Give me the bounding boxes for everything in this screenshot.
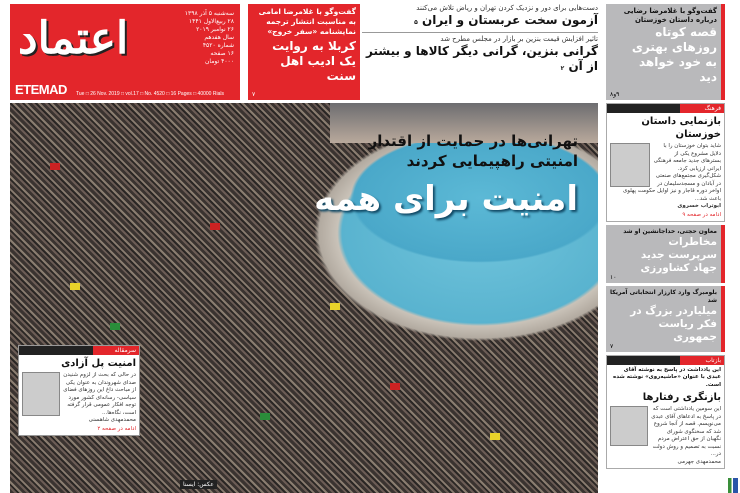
headline-kicker: دست‌هایی برای دور و نزدیک کردن تهران و ریاض تلاش می‌کنند bbox=[416, 4, 598, 12]
main-overline: تهرانی‌ها در حمایت از اقتدار امنیتی راهپیمایی کردند bbox=[368, 132, 578, 170]
flag bbox=[390, 383, 400, 390]
divider bbox=[362, 32, 598, 33]
teaser-headline: میلیاردر بزرگ در فکر ریاست جمهوری bbox=[630, 304, 717, 343]
section-bar bbox=[607, 356, 680, 365]
teaser-headline: مخاطرات سرپرست جدید جهاد کشاورزی bbox=[640, 235, 717, 274]
gray-teaser[interactable] bbox=[606, 4, 725, 100]
author-photo bbox=[610, 143, 650, 187]
flag bbox=[260, 413, 270, 420]
author-name: محمدمهدی شاهسنی bbox=[88, 417, 136, 423]
section-label: فرهنگ bbox=[680, 104, 724, 113]
top-headlines bbox=[362, 4, 598, 76]
continue-link[interactable]: ادامه در صفحه ۲ bbox=[97, 425, 136, 432]
page-ref: ۷ bbox=[610, 342, 614, 350]
teaser-kicker: گفت‌وگو با غلامرضا امامی به مناسبت انتشار ترجمه نمایشنامه «سفر خروج» bbox=[258, 7, 356, 36]
latin-name: ETEMAD bbox=[15, 82, 67, 97]
section-bar bbox=[607, 104, 680, 113]
page-ref: ۲ bbox=[560, 65, 565, 72]
date-line: ۴۰۰۰ تومان bbox=[204, 58, 234, 65]
baztab-body: این سومین یادداشتی است که در پاسخ به ادعاهای آقای عبدی می‌نویسم. قصه از آنجا شروع شد که سخنگوی شورای نگهبان از حق اعتراض مردم نسبت به تصمیم و روش دولت در... bbox=[651, 406, 721, 457]
culture-title: بازنمایی داستان خوزستان bbox=[641, 116, 721, 140]
flag bbox=[210, 223, 220, 230]
flag bbox=[110, 323, 120, 330]
editorial-body: در حالی که بحث از لزوم شنیدن صدای شهروندان به عنوان یکی از مباحث داغ این روزهای فضای سیاسی- رسانه‌ای کشور مورد توجه افکار عمومی قرار گرفته است، نگاه‌ها... bbox=[63, 372, 136, 416]
issue-line: Tue □ 26 Nov. 2019 □ vol.17 □ No. 4520 □ 16 Pages □ 40000 Rials bbox=[76, 91, 224, 97]
flag bbox=[50, 163, 60, 170]
editorial-title: امنیت پل آزادی bbox=[61, 358, 136, 369]
baztab-box[interactable] bbox=[606, 355, 725, 470]
continue-link[interactable]: ادامه در صفحه ۹ bbox=[682, 211, 721, 218]
teaser-kicker: گفت‌وگو با غلامرضا رضایی درباره داستان خوزستان bbox=[623, 7, 717, 24]
gray-teaser[interactable] bbox=[606, 225, 725, 283]
gray-teaser[interactable] bbox=[606, 286, 725, 352]
headline-kicker: تاثیر افزایش قیمت بنزین بر بازار در مجلس مطرح شد bbox=[440, 35, 598, 43]
ad-strip bbox=[728, 478, 738, 493]
author-name: محمدمهدی جهرمی bbox=[677, 458, 721, 465]
date-line: سه‌شنبه ۵ آذر ۱۳۹۸ bbox=[184, 10, 234, 17]
baztab-title: بازنگری رفتارها bbox=[642, 392, 721, 403]
date-block bbox=[172, 10, 234, 66]
section-bar bbox=[19, 346, 93, 355]
teaser-kicker: معاون حجتی، خداجانشین او شد bbox=[623, 227, 717, 235]
red-teaser[interactable] bbox=[248, 4, 360, 100]
date-line: ۲۶ نوامبر ۲۰۱۹ bbox=[196, 26, 234, 33]
teaser-headline: کربلا به روایت یک ادیب اهل سنت bbox=[272, 39, 356, 83]
main-headline[interactable]: امنیت برای همه bbox=[314, 179, 578, 219]
page-ref: ۵ bbox=[414, 19, 418, 26]
flag bbox=[490, 433, 500, 440]
page-ref: ۹و۸ bbox=[610, 91, 620, 98]
culture-body: شاید بتوان خوزستان را با دلایل مشروع یکی از بسترهای جدید جامعه فرهنگی ایرانی ارزیابی کرد. شکل‌گیری مجتمع‌های صنعتی در آبادان و مسجدسلیمان در اواخر دوره قاجار و نیز اوایل حکومت پهلوی باعث شد... bbox=[622, 143, 721, 202]
masthead bbox=[10, 4, 240, 100]
date-line: شماره ۴۵۲۰ bbox=[202, 42, 234, 49]
culture-box[interactable] bbox=[606, 103, 725, 222]
date-line: سال هفدهم bbox=[204, 34, 234, 41]
author-photo bbox=[22, 372, 60, 416]
date-line: ۱۶ صفحه bbox=[210, 50, 234, 57]
author-photo bbox=[610, 406, 648, 446]
baztab-kicker: این یادداشت در پاسخ به نوشته آقای عبدی با عنوان «حاشیه‌روی» نوشته شده است. bbox=[612, 366, 721, 388]
right-column bbox=[606, 103, 725, 493]
author-name: ابوتراب خسروی bbox=[677, 203, 721, 209]
teaser-headline: قصه کوتاه روزهای بهتری به خود خواهد دید bbox=[631, 25, 717, 84]
teaser-kicker: بلومبرگ وارد کارزار انتخاباتی آمریکا شد bbox=[609, 288, 717, 304]
section-label: سرمقاله bbox=[93, 346, 139, 355]
section-label: بازتاب bbox=[680, 356, 724, 365]
photo-caption: عکس: ایسنا bbox=[180, 480, 217, 489]
flag bbox=[330, 303, 340, 310]
headline-title: گرانی بنزین، گرانی دیگر کالاها و بیشتر از آن bbox=[366, 44, 598, 73]
page-ref: ۷ bbox=[252, 91, 256, 98]
date-line: ۲۸ ربیع‌الاول ۱۴۴۱ bbox=[188, 18, 234, 25]
headline-title: آزمون سخت عربستان و ایران bbox=[421, 13, 598, 27]
flag bbox=[70, 283, 80, 290]
page-ref: ۱۰ bbox=[610, 273, 617, 281]
logo: اعتماد bbox=[18, 13, 129, 64]
editorial-box[interactable] bbox=[18, 345, 140, 436]
headline-item[interactable] bbox=[362, 4, 598, 30]
headline-item[interactable] bbox=[362, 35, 598, 76]
